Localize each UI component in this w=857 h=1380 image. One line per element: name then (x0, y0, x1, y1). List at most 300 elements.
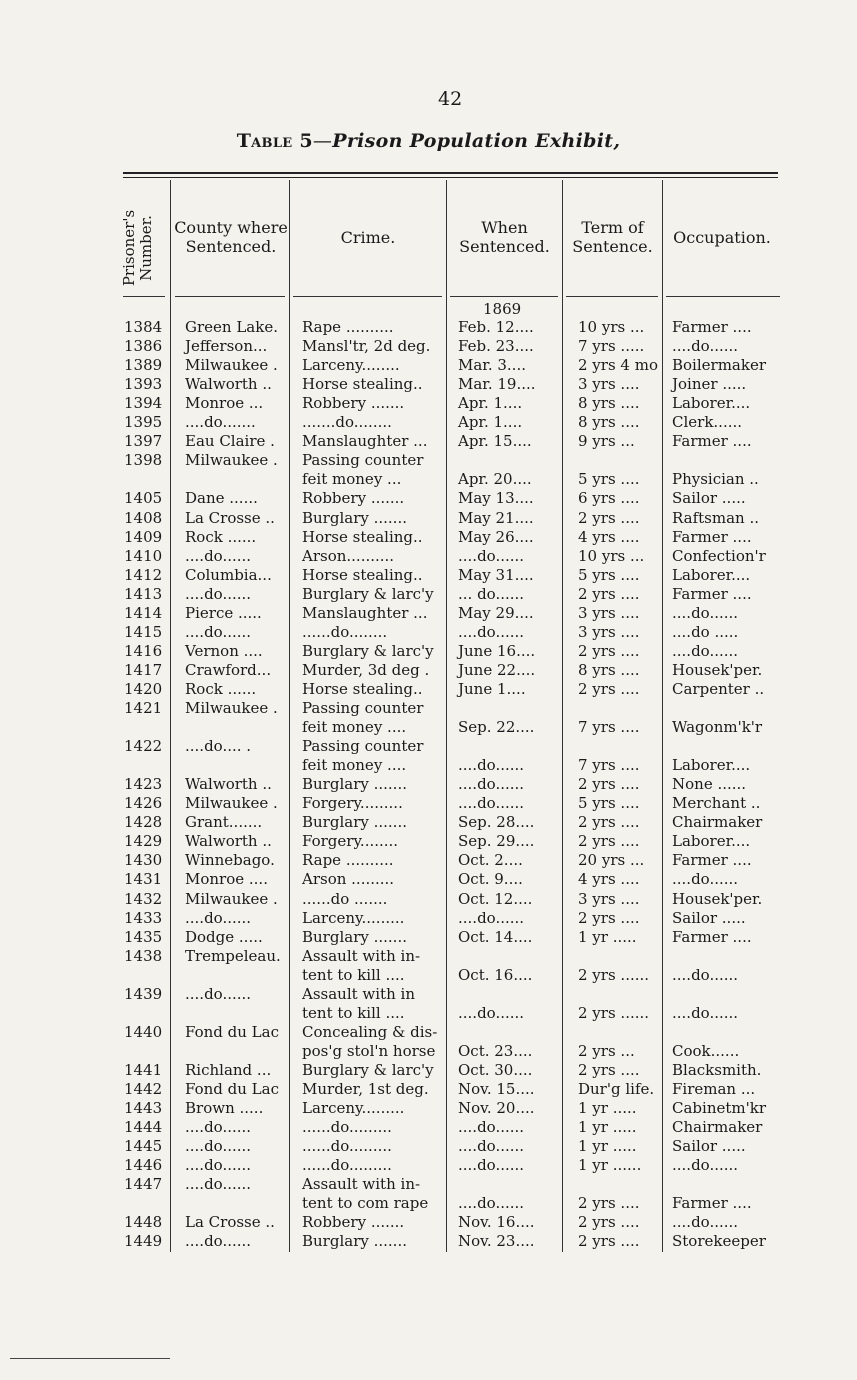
row-occupation: ....do...... (672, 1156, 739, 1175)
header-when-line1: When (481, 218, 528, 237)
row-occupation: Farmer .... (672, 584, 752, 603)
row-number: 1433 (124, 908, 163, 927)
row-occupation: Boilermaker (672, 356, 766, 375)
row-number: 1429 (124, 832, 163, 851)
row-number: 1430 (124, 851, 163, 870)
row-number: 1393 (124, 375, 163, 394)
row-number: 1412 (124, 565, 163, 584)
row-crime: Horse stealing.. (302, 565, 423, 584)
row-number: 1414 (124, 603, 163, 622)
row-term: 5 yrs .... (578, 794, 640, 813)
row-crime: ......do......... (302, 1156, 392, 1175)
row-term: 6 yrs .... (578, 489, 640, 508)
row-county: Vernon .... (185, 641, 263, 660)
row-crime: tent to kill .... (302, 965, 405, 984)
table-row (0, 432, 857, 451)
row-county: Brown ..... (185, 1099, 264, 1118)
title-separator: — (312, 130, 333, 152)
row-crime: feit money ... (302, 470, 402, 489)
row-occupation: Physician .. (672, 470, 759, 489)
row-term: 9 yrs ... (578, 432, 635, 451)
row-crime: Concealing & dis- (302, 1022, 438, 1041)
row-term: 1 yr ...... (578, 1156, 642, 1175)
footer-rule (10, 1358, 170, 1359)
row-when: ....do...... (458, 775, 525, 794)
row-number: 1423 (124, 775, 163, 794)
row-term: 10 yrs ... (578, 546, 645, 565)
header-crime: Crime. (340, 228, 396, 247)
row-county: Rock ...... (185, 527, 257, 546)
row-number: 1446 (124, 1156, 163, 1175)
row-crime: Horse stealing.. (302, 527, 423, 546)
row-term: 2 yrs .... (578, 641, 640, 660)
row-number: 1438 (124, 946, 163, 965)
row-occupation: ....do...... (672, 1003, 739, 1022)
table-row (0, 1080, 857, 1099)
row-county: ....do...... (185, 546, 252, 565)
row-crime: Burglary & larc'y (302, 1060, 434, 1079)
table-row (0, 966, 857, 985)
row-crime: Murder, 1st deg. (302, 1080, 429, 1098)
row-when: Feb. 23.... (458, 337, 534, 356)
row-number: 1444 (124, 1118, 163, 1137)
row-term: 2 yrs .... (578, 908, 640, 927)
row-when: ....do...... (458, 908, 525, 927)
row-crime: Assault with in (302, 984, 415, 1003)
table-row (0, 1099, 857, 1118)
row-occupation: Housek'per. (672, 660, 763, 679)
row-when: ....do...... (458, 1156, 525, 1175)
header-rule (566, 296, 658, 297)
table-row (0, 1061, 857, 1080)
header-county-line1: County where (174, 218, 288, 237)
row-county: Milwaukee . (185, 889, 278, 908)
table-row (0, 851, 857, 870)
table-title (0, 130, 857, 152)
header-when-line2: Sentenced. (459, 237, 550, 256)
table-row (0, 470, 857, 489)
row-when: ... do...... (458, 584, 525, 603)
table-row (0, 375, 857, 394)
row-occupation: Raftsman .. (672, 508, 759, 527)
row-county: Monroe ... (185, 394, 264, 413)
table-row (0, 318, 857, 337)
row-occupation: Carpenter .. (672, 679, 765, 698)
row-number: 1441 (124, 1060, 163, 1079)
row-term: 2 yrs .... (578, 679, 640, 698)
row-occupation: Fireman ... (672, 1080, 756, 1098)
row-occupation: Merchant .. (672, 794, 761, 813)
row-when: June 1.... (458, 679, 526, 698)
row-term: 2 yrs .... (578, 1213, 640, 1232)
row-term: 1 yr ..... (578, 927, 637, 946)
row-occupation: ....do...... (672, 870, 739, 889)
header-term-line2: Sentence. (572, 237, 653, 256)
row-occupation: Cabinetm'kr (672, 1099, 766, 1118)
row-when: ....do...... (458, 1003, 525, 1022)
table-row (0, 1156, 857, 1175)
row-term: 2 yrs ...... (578, 1003, 650, 1022)
row-occupation: Laborer.... (672, 394, 751, 413)
row-term: 2 yrs ...... (578, 965, 650, 984)
row-when: May 13.... (458, 489, 534, 508)
row-occupation: Confection'r (672, 546, 766, 565)
table-row (0, 394, 857, 413)
table-row (0, 1042, 857, 1061)
row-when: May 21.... (458, 508, 534, 527)
row-county: Walworth .. (185, 375, 272, 394)
row-county: La Crosse .. (185, 508, 275, 527)
row-occupation: Laborer.... (672, 756, 751, 775)
row-county: ....do...... (185, 622, 252, 641)
row-county: ....do...... (185, 1156, 252, 1175)
row-number: 1405 (124, 489, 163, 508)
row-crime: Passing counter (302, 699, 424, 717)
row-crime: Arson.......... (302, 546, 395, 565)
row-county: ....do...... (185, 908, 252, 927)
table-row (0, 623, 857, 642)
row-county: Walworth .. (185, 775, 272, 794)
row-when: Nov. 16.... (458, 1213, 535, 1232)
table-row (0, 337, 857, 356)
row-when: ....do...... (458, 1118, 525, 1137)
row-county: Trempeleau. (185, 946, 281, 965)
year-label: 1869 (483, 300, 522, 318)
row-county: Jefferson... (185, 337, 268, 356)
table-row (0, 451, 857, 470)
header-when (447, 218, 562, 256)
row-when: Sep. 28.... (458, 813, 535, 832)
row-when: ....do...... (458, 756, 525, 775)
row-county: Dane ...... (185, 489, 258, 508)
row-occupation: Clerk...... (672, 413, 743, 432)
row-term: 8 yrs .... (578, 413, 640, 432)
row-term: 1 yr ..... (578, 1137, 637, 1156)
row-crime: Rape .......... (302, 318, 394, 336)
row-number: 1417 (124, 660, 163, 679)
header-term-line1: Term of (581, 218, 644, 237)
row-occupation: ....do...... (672, 965, 739, 984)
row-number: 1440 (124, 1022, 163, 1041)
table-label: Table 5 (236, 130, 313, 152)
row-crime: Burglary & larc'y (302, 641, 434, 660)
row-crime: Horse stealing.. (302, 679, 423, 698)
top-rule-thin (123, 177, 778, 178)
row-when: ....do...... (458, 1194, 525, 1213)
row-occupation: ....do ..... (672, 622, 739, 641)
row-number: 1410 (124, 546, 163, 565)
row-term: 4 yrs .... (578, 870, 640, 889)
row-county: ....do...... (185, 984, 252, 1003)
row-county: ....do.... . (185, 737, 252, 756)
row-number: 1443 (124, 1099, 163, 1118)
row-crime: Rape .......... (302, 851, 394, 870)
table-row (0, 509, 857, 528)
row-number: 1395 (124, 413, 163, 432)
table-row (0, 832, 857, 851)
header-rule (293, 296, 442, 297)
table-row (0, 1023, 857, 1042)
row-when: Mar. 19.... (458, 375, 536, 394)
row-term: Dur'g life. (578, 1080, 655, 1098)
row-occupation: Farmer .... (672, 318, 752, 336)
row-crime: .......do........ (302, 413, 392, 432)
row-county: La Crosse .. (185, 1213, 275, 1232)
row-term: 2 yrs .... (578, 1060, 640, 1079)
row-occupation: ....do...... (672, 1213, 739, 1232)
header-rule (175, 296, 285, 297)
row-crime: Larceny........ (302, 356, 400, 375)
row-crime: Assault with in- (302, 1175, 421, 1194)
table-caption: Prison Population Exhibit, (332, 130, 621, 152)
row-crime: Burglary ....... (302, 927, 407, 946)
row-number: 1442 (124, 1080, 163, 1098)
row-term: 2 yrs .... (578, 813, 640, 832)
row-occupation: Farmer .... (672, 432, 752, 451)
table-row (0, 528, 857, 547)
row-county: ....do...... (185, 1175, 252, 1194)
table-row (0, 794, 857, 813)
table-row (0, 680, 857, 699)
row-county: Grant....... (185, 813, 263, 832)
row-when: June 16.... (458, 641, 536, 660)
row-crime: tent to com rape (302, 1194, 429, 1213)
row-term: 3 yrs .... (578, 603, 640, 622)
row-crime: Forgery........ (302, 832, 399, 851)
row-occupation: ....do...... (672, 603, 739, 622)
row-term: 3 yrs .... (578, 375, 640, 394)
row-county: Fond du Lac (185, 1080, 279, 1098)
row-number: 1398 (124, 451, 163, 470)
row-crime: Manslaughter ... (302, 603, 428, 622)
row-number: 1431 (124, 870, 163, 889)
row-term: 2 yrs ... (578, 1041, 635, 1060)
row-term: 20 yrs ... (578, 851, 645, 870)
row-county: Dodge ..... (185, 927, 263, 946)
row-county: Milwaukee . (185, 451, 278, 470)
row-term: 7 yrs .... (578, 756, 640, 775)
row-number: 1432 (124, 889, 163, 908)
row-when: ....do...... (458, 546, 525, 565)
top-rule (123, 172, 778, 174)
row-number: 1397 (124, 432, 163, 451)
row-crime: Larceny......... (302, 1099, 405, 1118)
row-number: 1415 (124, 622, 163, 641)
row-when: Apr. 1.... (458, 394, 523, 413)
row-term: 2 yrs .... (578, 1232, 640, 1251)
row-occupation: ....do...... (672, 337, 739, 356)
row-when: Oct. 14.... (458, 927, 533, 946)
row-crime: ......do......... (302, 1137, 392, 1156)
row-crime: feit money .... (302, 718, 407, 737)
row-county: Milwaukee . (185, 794, 278, 813)
row-county: Green Lake. (185, 318, 278, 336)
row-county: ....do....... (185, 413, 256, 432)
row-crime: Robbery ....... (302, 1213, 405, 1232)
row-county: Eau Claire . (185, 432, 275, 451)
row-when: Oct. 2.... (458, 851, 523, 870)
header-county (172, 218, 290, 256)
table-row (0, 566, 857, 585)
table-row (0, 1213, 857, 1232)
table-row (0, 1004, 857, 1023)
row-when: Apr. 1.... (458, 413, 523, 432)
table-row (0, 870, 857, 889)
table-row (0, 547, 857, 566)
table-row (0, 1175, 857, 1194)
row-number: 1421 (124, 699, 163, 717)
row-county: Crawford... (185, 660, 272, 679)
row-when: Nov. 23.... (458, 1232, 535, 1251)
row-number: 1447 (124, 1175, 163, 1194)
row-when: Apr. 20.... (458, 470, 532, 489)
row-when: May 26.... (458, 527, 534, 546)
row-when: Nov. 20.... (458, 1099, 535, 1118)
row-occupation: Farmer .... (672, 927, 752, 946)
row-crime: Robbery ....... (302, 394, 405, 413)
table-row (0, 585, 857, 604)
row-term: 2 yrs .... (578, 832, 640, 851)
row-crime: pos'g stol'n horse (302, 1041, 436, 1060)
row-term: 10 yrs ... (578, 318, 645, 336)
row-occupation: None ...... (672, 775, 747, 794)
row-county: ....do...... (185, 1118, 252, 1137)
row-number: 1386 (124, 337, 163, 356)
table-row (0, 909, 857, 928)
row-county: ....do...... (185, 1137, 252, 1156)
row-term: 2 yrs .... (578, 584, 640, 603)
row-term: 3 yrs .... (578, 622, 640, 641)
row-number: 1445 (124, 1137, 163, 1156)
row-number: 1428 (124, 813, 163, 832)
row-crime: feit money .... (302, 756, 407, 775)
row-term: 5 yrs .... (578, 565, 640, 584)
row-crime: ......do........ (302, 622, 388, 641)
row-county: ....do...... (185, 584, 252, 603)
table-row (0, 985, 857, 1004)
row-when: May 29.... (458, 603, 534, 622)
row-county: Pierce ..... (185, 603, 262, 622)
table-row (0, 890, 857, 909)
row-crime: ......do......... (302, 1118, 392, 1137)
row-when: ....do...... (458, 794, 525, 813)
row-when: May 31.... (458, 565, 534, 584)
row-occupation: Storekeeper (672, 1232, 766, 1251)
table-row (0, 356, 857, 375)
row-when: Oct. 12.... (458, 889, 533, 908)
table-row (0, 699, 857, 718)
row-crime: Burglary ....... (302, 813, 407, 832)
table-row (0, 813, 857, 832)
row-occupation: Housek'per. (672, 889, 763, 908)
row-number: 1384 (124, 318, 163, 336)
row-county: Walworth .. (185, 832, 272, 851)
row-occupation: Chairmaker (672, 1118, 763, 1137)
row-crime: Manslaughter ... (302, 432, 428, 451)
table-row (0, 1137, 857, 1156)
row-county: Winnebago. (185, 851, 275, 870)
row-occupation: Blacksmith. (672, 1060, 762, 1079)
table-row (0, 928, 857, 947)
row-crime: Larceny......... (302, 908, 405, 927)
row-when: Sep. 29.... (458, 832, 535, 851)
row-crime: Robbery ....... (302, 489, 405, 508)
row-term: 7 yrs ..... (578, 337, 645, 356)
row-number: 1408 (124, 508, 163, 527)
row-county: Fond du Lac (185, 1022, 279, 1041)
row-crime: Burglary ....... (302, 508, 407, 527)
row-occupation: ....do...... (672, 641, 739, 660)
table-row (0, 756, 857, 775)
row-term: 7 yrs .... (578, 718, 640, 737)
row-when: Oct. 23.... (458, 1041, 533, 1060)
table-row (0, 775, 857, 794)
row-occupation: Sailor ..... (672, 908, 746, 927)
row-crime: Assault with in- (302, 946, 421, 965)
row-county: Monroe .... (185, 870, 268, 889)
table-row (0, 1194, 857, 1213)
row-when: Oct. 16.... (458, 965, 533, 984)
row-occupation: Sailor ..... (672, 489, 746, 508)
row-term: 2 yrs .... (578, 775, 640, 794)
row-when: Oct. 30.... (458, 1060, 533, 1079)
table-row (0, 737, 857, 756)
table-row (0, 1232, 857, 1251)
row-term: 3 yrs .... (578, 889, 640, 908)
header-county-line2: Sentenced. (185, 237, 277, 256)
row-when: Oct. 9.... (458, 870, 523, 889)
table-row (0, 413, 857, 432)
table-row (0, 1118, 857, 1137)
header-rule (450, 296, 558, 297)
row-term: 2 yrs 4 mo (578, 356, 658, 375)
row-when: Sep. 22.... (458, 718, 535, 737)
row-term: 4 yrs .... (578, 527, 640, 546)
row-number: 1413 (124, 584, 163, 603)
page-number: 42 (438, 88, 463, 110)
row-when: Nov. 15.... (458, 1080, 535, 1098)
row-term: 5 yrs .... (578, 470, 640, 489)
row-crime: ......do ....... (302, 889, 388, 908)
row-crime: Horse stealing.. (302, 375, 423, 394)
row-crime: Forgery......... (302, 794, 403, 813)
row-term: 1 yr ..... (578, 1118, 637, 1137)
row-when: ....do...... (458, 1137, 525, 1156)
row-occupation: Sailor ..... (672, 1137, 746, 1156)
row-term: 8 yrs .... (578, 394, 640, 413)
row-crime: Burglary ....... (302, 775, 407, 794)
row-county: Milwaukee . (185, 699, 278, 717)
row-county: Columbia... (185, 565, 272, 584)
row-occupation: Joiner ..... (672, 375, 747, 394)
row-occupation: Farmer .... (672, 1194, 752, 1213)
header-prisoner-number-text: Prisoner's Number. (120, 209, 155, 287)
header-rule (666, 296, 780, 297)
row-county: Milwaukee . (185, 356, 278, 375)
row-crime: tent to kill .... (302, 1003, 405, 1022)
header-occupation: Occupation. (673, 228, 771, 247)
row-term: 2 yrs .... (578, 1194, 640, 1213)
row-occupation: Chairmaker (672, 813, 763, 832)
row-county: Richland ... (185, 1060, 272, 1079)
row-occupation: Wagonm'k'r (672, 718, 763, 737)
row-occupation: Laborer.... (672, 565, 751, 584)
row-crime: Passing counter (302, 737, 424, 756)
row-number: 1439 (124, 984, 163, 1003)
row-when: Mar. 3.... (458, 356, 526, 375)
row-number: 1394 (124, 394, 163, 413)
header-term (563, 218, 662, 256)
